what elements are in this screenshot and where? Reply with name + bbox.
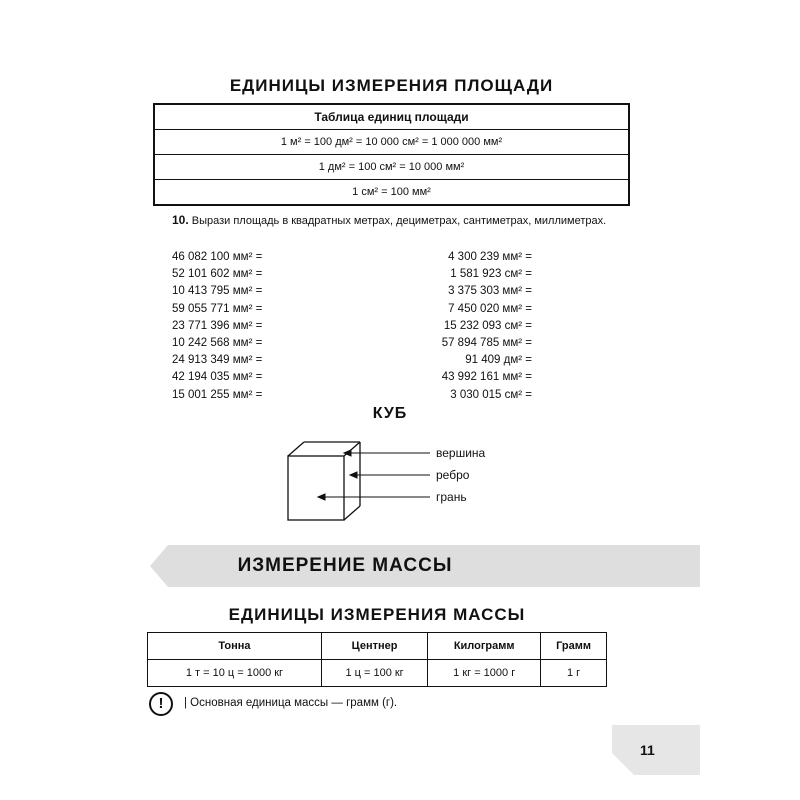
list-item: 43 992 161 мм² = bbox=[441, 371, 532, 384]
cube-label-vertex: вершина bbox=[436, 446, 486, 460]
list-item: 91 409 дм² = bbox=[465, 354, 532, 367]
mass-banner-title: ИЗМЕРЕНИЕ МАССЫ bbox=[237, 555, 453, 576]
cube-diagram bbox=[280, 440, 430, 530]
cube-label-edge: ребро bbox=[436, 468, 470, 482]
exercise-right-column bbox=[420, 249, 532, 404]
list-item: 24 913 349 мм² = bbox=[172, 354, 263, 367]
list-item: 42 194 035 мм² = bbox=[172, 371, 263, 384]
area-units-title: ЕДИНИЦЫ ИЗМЕРЕНИЯ ПЛОЩАДИ bbox=[229, 76, 554, 95]
page-number-tab bbox=[612, 725, 700, 775]
area-table-row: 1 м² = 100 дм² = 10 000 см² = 1 000 000 мм² bbox=[154, 130, 629, 155]
page-number: 11 bbox=[640, 742, 655, 758]
cube-title: КУБ bbox=[372, 405, 408, 422]
list-item: 3 030 015 см² = bbox=[450, 388, 532, 401]
list-item: 10 242 568 мм² = bbox=[172, 337, 263, 350]
mass-table-cell: 1 кг = 1000 г bbox=[428, 660, 541, 687]
list-item: 1 581 923 см² = bbox=[450, 268, 532, 281]
mass-units-table bbox=[147, 632, 607, 687]
mass-table-cell: 1 г bbox=[541, 660, 607, 687]
mass-table-header: Центнер bbox=[321, 633, 427, 660]
mass-table-header: Грамм bbox=[541, 633, 607, 660]
exclamation-icon: ! bbox=[149, 692, 173, 716]
list-item: 52 101 602 мм² = bbox=[172, 268, 263, 281]
mass-table-header: Килограмм bbox=[428, 633, 541, 660]
mass-table-cell: 1 ц = 100 кг bbox=[321, 660, 427, 687]
mass-units-title: ЕДИНИЦЫ ИЗМЕРЕНИЯ МАССЫ bbox=[228, 605, 526, 624]
list-item: 46 082 100 мм² = bbox=[172, 251, 263, 263]
list-item: 15 001 255 мм² = bbox=[172, 388, 263, 401]
exercise-left-column bbox=[172, 249, 262, 404]
list-item: 57 894 785 мм² = bbox=[441, 337, 532, 350]
area-table-row: 1 дм² = 100 см² = 10 000 мм² bbox=[154, 155, 629, 180]
list-item: 23 771 396 мм² = bbox=[172, 319, 263, 332]
area-table-header: Таблица единиц площади bbox=[154, 104, 629, 130]
list-item: 59 055 771 мм² = bbox=[172, 302, 263, 315]
exercise-task bbox=[172, 213, 638, 228]
area-table-row: 1 см² = 100 мм² bbox=[154, 180, 629, 206]
mass-table-header: Тонна bbox=[148, 633, 322, 660]
list-item: 3 375 303 мм² = bbox=[448, 285, 532, 298]
exercise-text: Вырази площадь в квадратных метрах, дециметрах, сантиметрах, миллиметрах. bbox=[191, 215, 607, 227]
list-item: 4 300 239 мм² = bbox=[448, 251, 532, 263]
mass-note-text: | Основная единица массы — грамм (г). bbox=[184, 697, 398, 709]
list-item: 15 232 093 см² = bbox=[443, 319, 532, 332]
exercise-number: 10. bbox=[172, 213, 189, 227]
mass-table-cell: 1 т = 10 ц = 1000 кг bbox=[148, 660, 322, 687]
list-item: 10 413 795 мм² = bbox=[172, 285, 263, 298]
cube-label-face: грань bbox=[436, 490, 467, 504]
area-units-table bbox=[153, 103, 630, 206]
list-item: 7 450 020 мм² = bbox=[448, 302, 532, 315]
